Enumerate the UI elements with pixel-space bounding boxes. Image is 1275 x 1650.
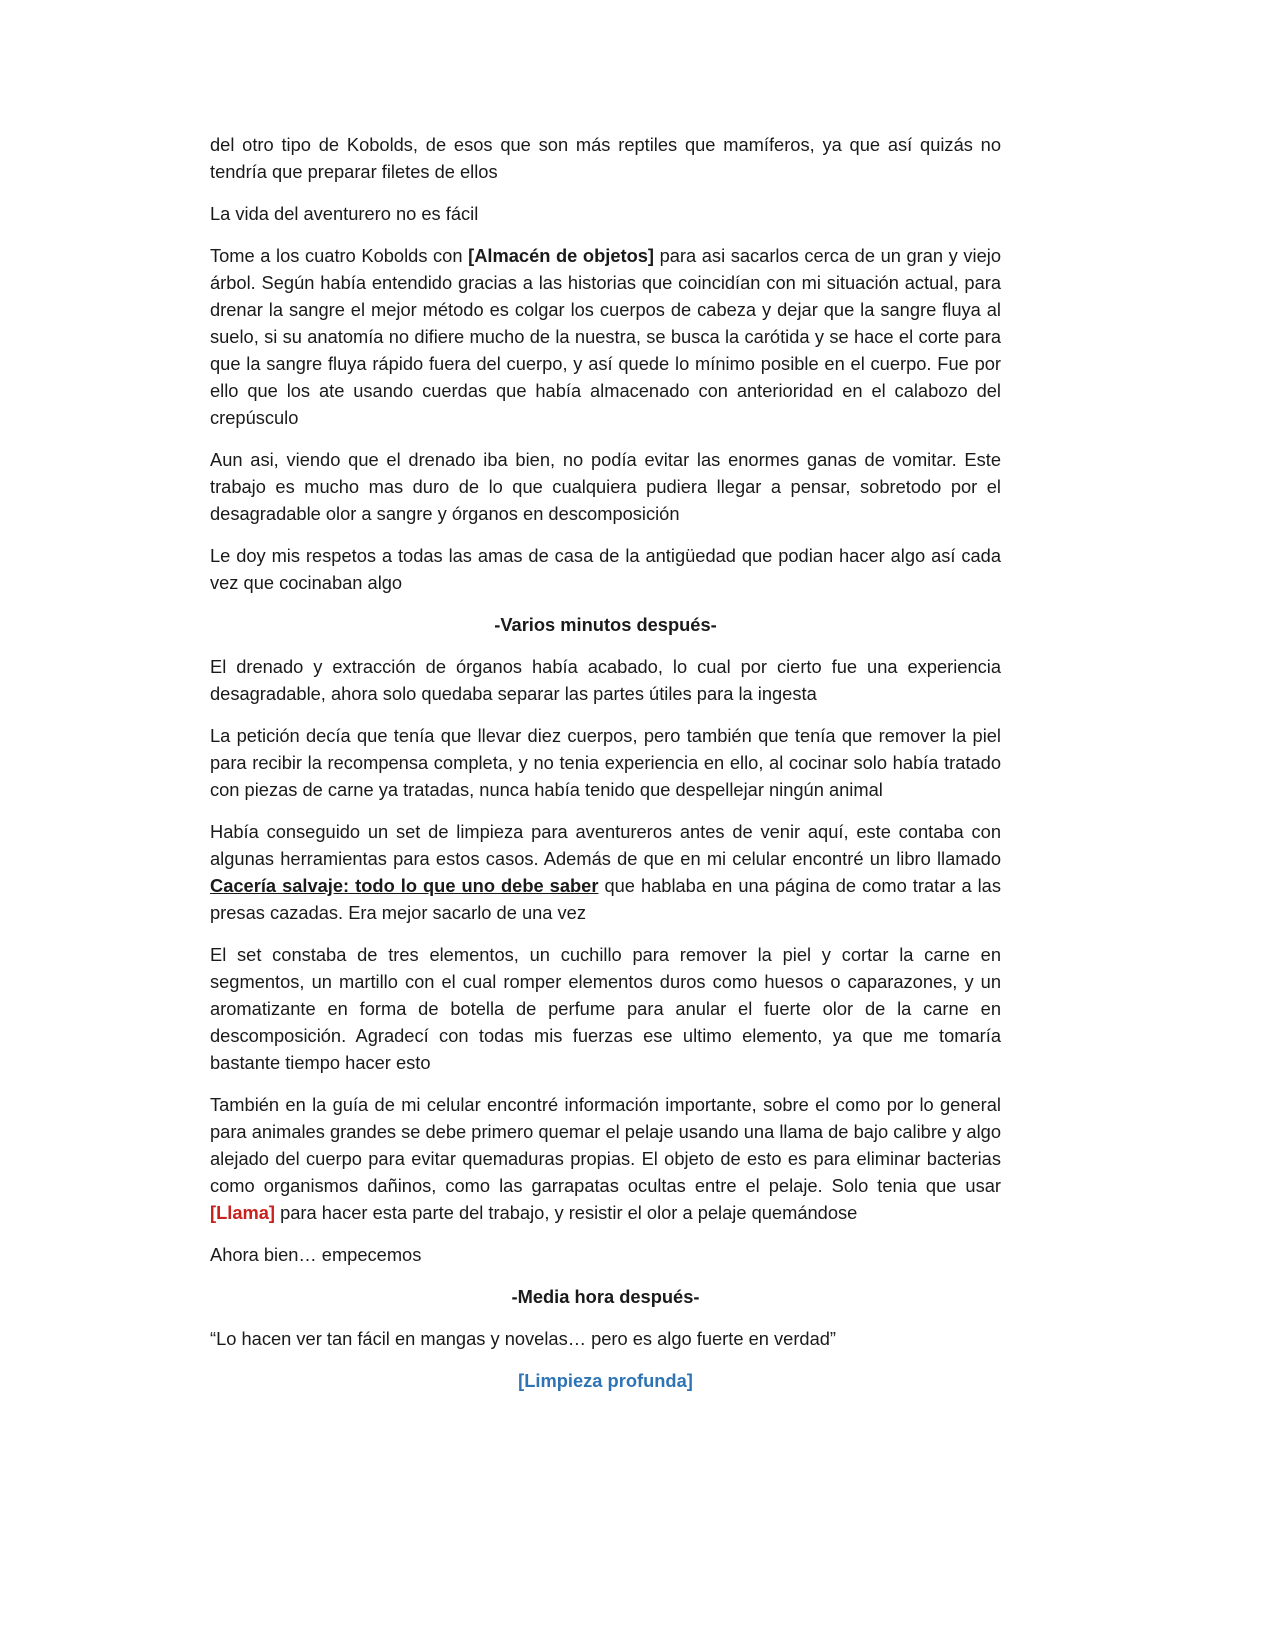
paragraph: La vida del aventurero no es fácil (210, 203, 479, 224)
book-title: Cacería salvaje: todo lo que uno debe saber (210, 875, 599, 896)
paragraph: del otro tipo de Kobolds, de esos que son más reptiles que mamíferos, ya que así quizás no tendría que preparar filetes de ellos (210, 134, 1001, 182)
paragraph: El drenado y extracción de órganos había acabado, lo cual por cierto fue una experiencia desagradable, ahora solo quedaba separar las partes útiles para la ingesta (210, 656, 1001, 704)
scene-break-heading: -Media hora después- (511, 1286, 700, 1307)
text: Tome a los cuatro Kobolds con (210, 245, 469, 266)
text: para hacer esta parte del trabajo, y resistir el olor a pelaje quemándose (275, 1202, 858, 1223)
text: para asi sacarlos cerca de un gran y viejo árbol. Según había entendido gracias a las historias que coincidían con mi situación actual, para drenar la sangre el mejor método es colgar los cuerpos de cabeza y dejar que la sangre fluya al suelo, si su anatomía no difiere mucho de la nuestra, se busca la carótida y se hace el corte para que la sangre fluya rápido fuera del cuerpo, y así quede lo mínimo posible en el cuerpo. Fue por ello que los ate usando cuerdas que había almacenado con anterioridad en el calabozo del crepúsculo (210, 245, 1002, 428)
scene-break-heading: -Varios minutos después- (494, 614, 717, 635)
paragraph: El set constaba de tres elementos, un cuchillo para remover la piel y cortar la carne en segmentos, un martillo con el cual romper elementos duros como huesos o caparazones, y un aromatizante en forma de botella de perfume para anular el fuerte olor de la carne en descomposición. Agradecí con todas mis fuerzas ese ultimo elemento, ya que me tomaría bastante tiempo hacer esto (210, 944, 1001, 1073)
paragraph: La petición decía que tenía que llevar diez cuerpos, pero también que tenía que remover la piel para recibir la recompensa completa, y no tenia experiencia en ello, al cocinar solo había tratado con piezas de carne ya tratadas, nunca había tenido que despellejar ningún animal (210, 725, 1001, 800)
document-page (210, 131, 1001, 1409)
text: Había conseguido un set de limpieza para aventureros antes de venir aquí, este contaba con algunas herramientas para estos casos. Además de que en mi celular encontré un libro llamado (210, 821, 1001, 869)
paragraph: Aun asi, viendo que el drenado iba bien, no podía evitar las enormes ganas de vomitar. Este trabajo es mucho mas duro de lo que cualquiera pudiera llegar a pensar, sobretodo por el desagradable olor a sangre y órganos en descomposición (210, 449, 1001, 524)
paragraph (210, 242, 1001, 431)
paragraph (210, 1091, 1001, 1226)
skill-llama: [Llama] (210, 1202, 276, 1223)
dialogue: “Lo hacen ver tan fácil en mangas y novelas… pero es algo fuerte en verdad” (210, 1328, 836, 1349)
skill-name: [Almacén de objetos] (468, 245, 654, 266)
paragraph: Le doy mis respetos a todas las amas de casa de la antigüedad que podian hacer algo así cada vez que cocinaban algo (210, 545, 1001, 593)
paragraph (210, 818, 1001, 926)
paragraph: Ahora bien… empecemos (210, 1244, 422, 1265)
text: que hablaba en una página de como tratar a las presas cazadas. Era mejor sacarlo de una vez (210, 875, 1001, 923)
skill-limpieza-profunda: [Limpieza profunda] (518, 1370, 693, 1391)
text: También en la guía de mi celular encontré información importante, sobre el como por lo general para animales grandes se debe primero quemar el pelaje usando una llama de bajo calibre y algo alejado del cuerpo para evitar quemaduras propias. El objeto de esto es para eliminar bacterias como organismos dañinos, como las garrapatas ocultas entre el pelaje. Solo tenia que usar (210, 1094, 1001, 1196)
